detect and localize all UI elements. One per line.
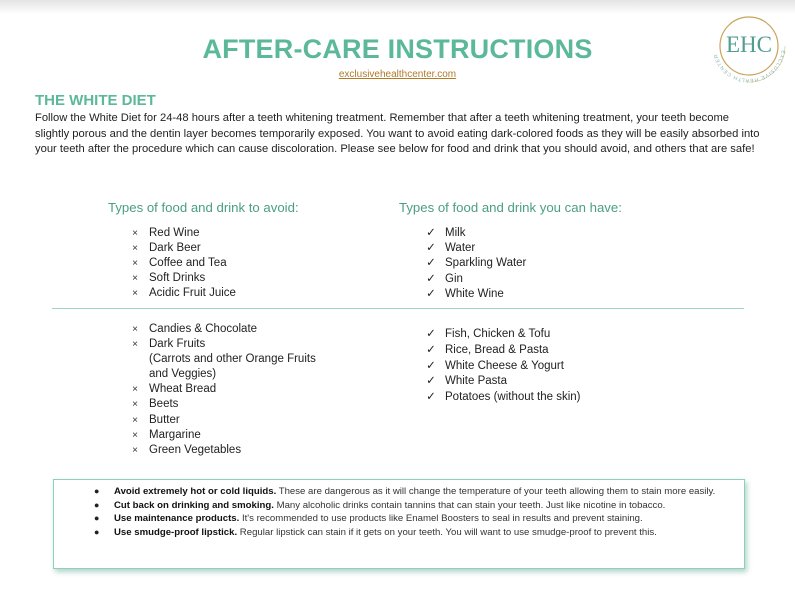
cross-icon: × — [132, 324, 138, 335]
avoid-item — [128, 367, 316, 382]
cross-icon: × — [132, 228, 138, 239]
top-shade — [0, 0, 795, 14]
allowed-item — [424, 343, 581, 359]
cross-icon: × — [132, 414, 138, 426]
page-title: AFTER-CARE INSTRUCTIONS — [202, 34, 593, 64]
avoid-item — [128, 443, 316, 458]
check-icon: ✓ — [426, 242, 436, 255]
list-item-text: Dark Fruits — [149, 338, 206, 351]
avoid-item — [128, 413, 316, 428]
avoid-item — [128, 241, 236, 256]
tip-title: Avoid extremely hot or cold liquids. — [114, 486, 277, 497]
avoid-item — [128, 286, 236, 301]
list-item-text: Soft Drinks — [149, 272, 206, 285]
avoid-heading: Types of food and drink to avoid: — [108, 200, 299, 215]
check-icon: ✓ — [426, 391, 436, 404]
allowed-item — [424, 327, 581, 343]
tip-text: These are dangerous as it will change the temperature of your teeth allowing them to stain more easily. — [276, 486, 716, 497]
check-icon: ✓ — [426, 272, 436, 285]
avoid-item — [128, 322, 316, 337]
cross-icon: × — [132, 339, 138, 351]
bullet-icon: ● — [94, 526, 100, 537]
avoid-item — [128, 397, 316, 412]
list-item-text: Acidic Fruit Juice — [149, 287, 236, 300]
list-item-text: Green Vegetables — [149, 443, 242, 456]
cross-icon: × — [132, 288, 138, 300]
avoid-item — [128, 352, 316, 367]
allowed-item — [424, 256, 526, 271]
list-item-text: Red Wine — [149, 227, 200, 239]
allowed-item — [424, 272, 526, 287]
tip-title: Cut back on drinking and smoking. — [114, 499, 274, 511]
have-foods-list — [424, 327, 581, 406]
avoid-item — [128, 382, 316, 397]
have-heading: Types of food and drink you can have: — [399, 200, 622, 215]
avoid-drinks-list — [128, 226, 236, 301]
check-icon: ✓ — [426, 359, 436, 372]
check-icon: ✓ — [426, 375, 436, 388]
logo-ring-text: EXCLUSIVE HEALTH CENTER — [712, 49, 786, 84]
avoid-foods-list — [128, 322, 316, 458]
cross-icon: × — [132, 444, 138, 456]
list-item-text: and Veggies) — [149, 368, 217, 381]
cross-icon: × — [132, 258, 138, 270]
list-item-text: White Pasta — [445, 375, 507, 388]
have-drinks-list — [424, 226, 526, 302]
list-item-text: Wheat Bread — [149, 383, 217, 396]
allowed-item — [424, 226, 526, 241]
check-icon: ✓ — [426, 257, 436, 270]
cross-icon: × — [132, 273, 138, 285]
avoid-item — [128, 256, 236, 271]
allowed-item — [424, 287, 526, 302]
tip-item — [94, 485, 734, 499]
list-item-text: (Carrots and other Orange Fruits — [149, 353, 316, 366]
tip-title: Use smudge-proof lipstick. — [114, 526, 238, 538]
tip-item — [94, 526, 734, 540]
tip-text: Regular lipstick can stain if it gets on your teeth. You will want to use smudge-proof to prevent this. — [237, 526, 657, 538]
list-item-text: Coffee and Tea — [149, 257, 227, 270]
bullet-icon: ● — [94, 499, 100, 510]
ehc-logo — [709, 6, 789, 86]
tips-list — [94, 485, 734, 539]
tip-text: Many alcoholic drinks contain tannins that can stain your teeth. Just like nicotine in tobacco. — [273, 499, 666, 511]
check-icon: ✓ — [426, 343, 436, 356]
logo-initials: EHC — [726, 32, 772, 57]
list-item-text: Butter — [149, 413, 180, 426]
list-item-text: Rice, Bread & Pasta — [445, 343, 549, 356]
list-item-text: White Cheese & Yogurt — [445, 359, 564, 372]
section-title: THE WHITE DIET — [35, 92, 156, 109]
allowed-item — [424, 390, 581, 406]
tip-item — [94, 499, 734, 513]
list-item-text: Sparkling Water — [445, 257, 527, 270]
avoid-item — [128, 226, 236, 241]
list-item-text: Fish, Chicken & Tofu — [445, 328, 551, 340]
intro-paragraph: Follow the White Diet for 24-48 hours after a teeth whitening treatment. Remember that after a teeth whitening treatment, your teeth become slightly porous and the dentin layer becomes temporarily exposed. You want to avoid eating dark-colored foods as they will be easily absorbed into your teeth after the procedure which can cause discoloration. Please see below for food and drink that you should avoid, and others that are safe! — [35, 112, 760, 155]
list-item-text: Margarine — [149, 428, 201, 441]
bullet-icon: ● — [94, 486, 100, 496]
list-item-text: Candies & Chocolate — [149, 323, 258, 335]
allowed-item — [424, 359, 581, 375]
website-link[interactable]: exclusivehealthcenter.com — [338, 69, 457, 80]
cross-icon: × — [132, 243, 138, 255]
cross-icon: × — [132, 384, 138, 396]
check-icon: ✓ — [426, 227, 436, 239]
allowed-item — [424, 374, 581, 390]
section-divider — [52, 308, 744, 309]
avoid-item — [128, 428, 316, 443]
tips-box — [53, 479, 745, 569]
cross-icon: × — [132, 399, 138, 411]
list-item-text: Water — [445, 242, 476, 255]
bullet-icon: ● — [94, 513, 100, 523]
check-icon: ✓ — [426, 328, 436, 340]
tip-title: Use maintenance products. — [114, 513, 240, 524]
tip-text: It's recommended to use products like Enamel Boosters to seal in results and prevent staining. — [239, 513, 643, 524]
check-icon: ✓ — [426, 287, 436, 300]
avoid-item — [128, 271, 236, 286]
list-item-text: Gin — [445, 272, 463, 285]
avoid-item — [128, 337, 316, 352]
cross-icon: × — [132, 429, 138, 441]
list-item-text: Dark Beer — [149, 242, 201, 255]
list-item-text: Milk — [445, 227, 466, 239]
allowed-item — [424, 241, 526, 256]
list-item-text: Potatoes (without the skin) — [445, 391, 581, 404]
list-item-text: Beets — [149, 398, 179, 411]
tip-item — [94, 512, 734, 526]
list-item-text: White Wine — [445, 287, 504, 300]
